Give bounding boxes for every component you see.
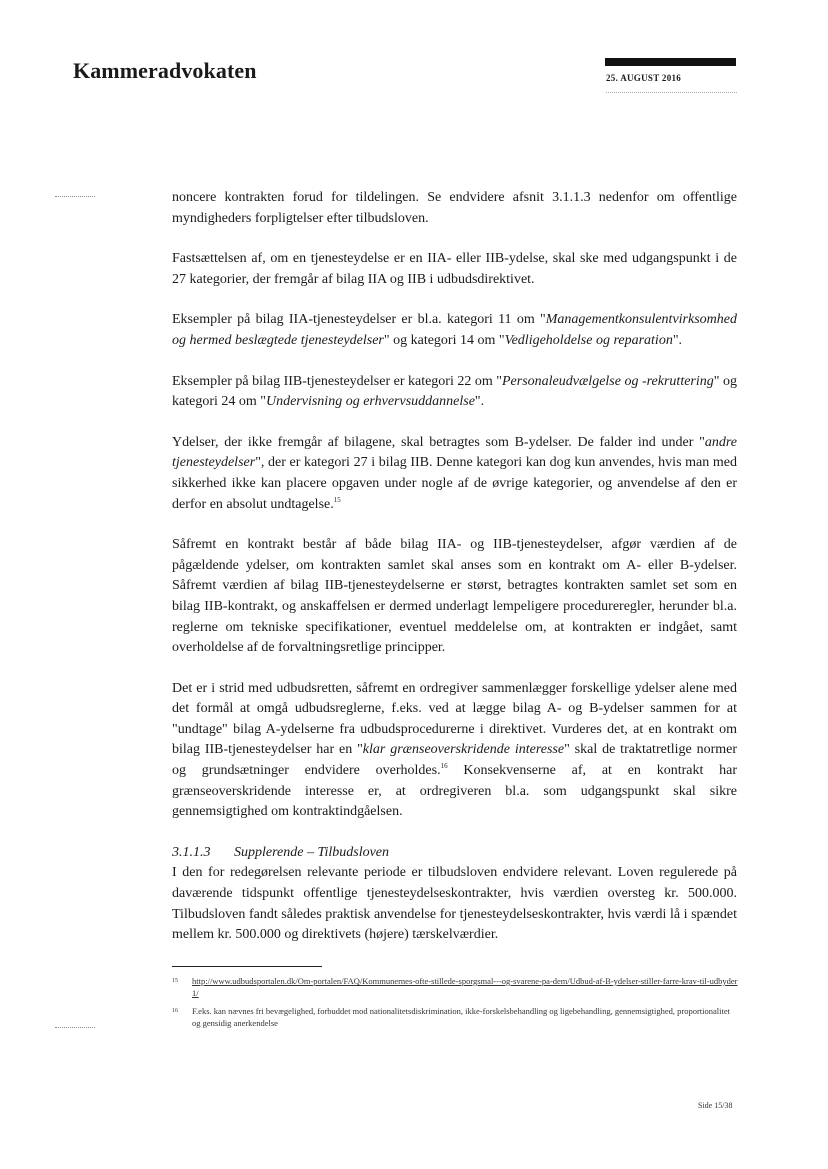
- paragraph-7: Det er i strid med udbudsretten, såfremt en ordregiver sammenlægger forskellige ydelser alene med det formål at omgå udbudsreglerne, f.eks. ved at lægge bilag A- og B-ydelser sammen for at "undtage" bilag A-ydelserne fra udbudsprocedurerne i direktivet. Vurderes det, at en kontrakt om bilag IIB-tjenesteydelser har en "klar grænseoverskridende interesse" skal de traktatretlige normer og grundsætninger endvidere overholdes.$^{16}$ Konsekvenserne af, at en kontrakt har grænseoverskridende interesse er, at ordregiveren bl.a. som udgangspunkt skal sikre gennemsigtighed om kontraktindgåelsen.: [172, 680, 738, 820]
- footnote-number: 16: [172, 1008, 178, 1014]
- paragraph-6: Såfremt en kontrakt består af både bilag IIA- og IIB-tjenesteydelser, afgør værdien af de pågældende ydelser, om kontrakten samlet skal anses som en kontrakt om A- eller B-ydelser. Såfremt værdien af bilag IIB-tjenesteydelserne er størst, betragtes kontrakten samlet set som en bilag IIB-kontrakt, og anskaffelsen er dermed underlagt lempeligere procedureregler, herunder bl.a. reglerne om tekniske specifikationer, eventuel meddelelse om, at kontrakten er indgået, samt overholdelse af de forvaltningsretlige principper.: [172, 537, 737, 656]
- footnote-16: [172, 1005, 738, 1029]
- header-bar: [605, 58, 736, 66]
- section-title: Supplerende – Tilbudsloven: [234, 844, 390, 860]
- footnote-text: F.eks. kan nævnes fri bevægelighed, forbuddet mod nationalitetsdiskrimination, ikke-forskelsbehandling og ligebehandling, gennemsigtighed, proportionalitet og gensidig anerkendelse: [192, 1006, 731, 1028]
- margin-marker-bottom: [55, 1027, 95, 1028]
- paragraph-1: noncere kontrakten forud for tildelingen. Se endvidere afsnit 3.1.1.3 nedenfor om offentlige myndigheders forpligtelser efter tilbudsloven.: [172, 190, 737, 226]
- footnote-link[interactable]: http://www.udbudsportalen.dk/Om-portalen/FAQ/Kommunernes-ofte-stillede-sporgsmal---og-svarene-pa-dem/Udbud-af-B-ydelser-stiller-farre-krav-til-udbyder1/: [192, 976, 738, 998]
- paragraph-3: Eksempler på bilag IIA-tjenesteydelser er bl.a. kategori 11 om "Managementkonsulentvirksomhed og hermed beslægtede tjenesteydelser" og kategori 14 om "Vedligeholdelse og reparation".: [172, 312, 737, 348]
- footnote-divider: [172, 966, 322, 967]
- header-divider: [606, 92, 737, 93]
- paragraph-2: Fastsættelsen af, om en tjenesteydelse er en IIA- eller IIB-ydelse, skal ske med udgangspunkt i de 27 kategorier, der fremgår af bilag IIA og IIB i udbudsdirektivet.: [172, 251, 737, 287]
- footnote-ref-15[interactable]: 15: [333, 495, 341, 504]
- section-heading: [172, 843, 737, 864]
- footnote-ref-16[interactable]: 16: [440, 762, 448, 771]
- header-title: Kammeradvokaten: [73, 58, 257, 83]
- body-text: [172, 188, 737, 946]
- section-number: 3.1.1.3: [172, 844, 211, 860]
- paragraph-5: Ydelser, der ikke fremgår af bilagene, skal betragtes som B-ydelser. De falder ind under "andre tjenesteydelser", der er kategori 27 i bilag IIB. Denne kategori kan dog kun anvendes, hvis man med sikkerhed ikke kan placere opgaven under nogle af de øvrige kategorier, og anvendelse af den er derfor en absolut undtagelse.$^{15}$: [172, 434, 737, 512]
- footnotes: [172, 975, 738, 1035]
- header-date: 25. AUGUST 2016: [606, 73, 682, 83]
- paragraph-8: I den for redegørelsen relevante periode er tilbudsloven endvidere relevant. Loven regulerede på daværende tidspunkt offentlige tjenesteydelseskontrakter, hvis værdien oversteg kr. 500.000. Tilbudsloven fandt således praktisk anvendelse for tjenesteydelseskontrakter, hvis værdi lå i spændet mellem kr. 500.000 og direktivets (højere) tærskelværdier.: [172, 865, 737, 943]
- footnote-number: 15: [172, 978, 178, 984]
- footnote-15: [172, 975, 738, 999]
- page-number: Side 15/38: [698, 1101, 733, 1110]
- margin-marker-top: [55, 196, 95, 197]
- paragraph-4: Eksempler på bilag IIB-tjenesteydelser er kategori 22 om "Personaleudvælgelse og -rekruttering" og kategori 24 om "Undervisning og erhvervsuddannelse".: [172, 373, 738, 410]
